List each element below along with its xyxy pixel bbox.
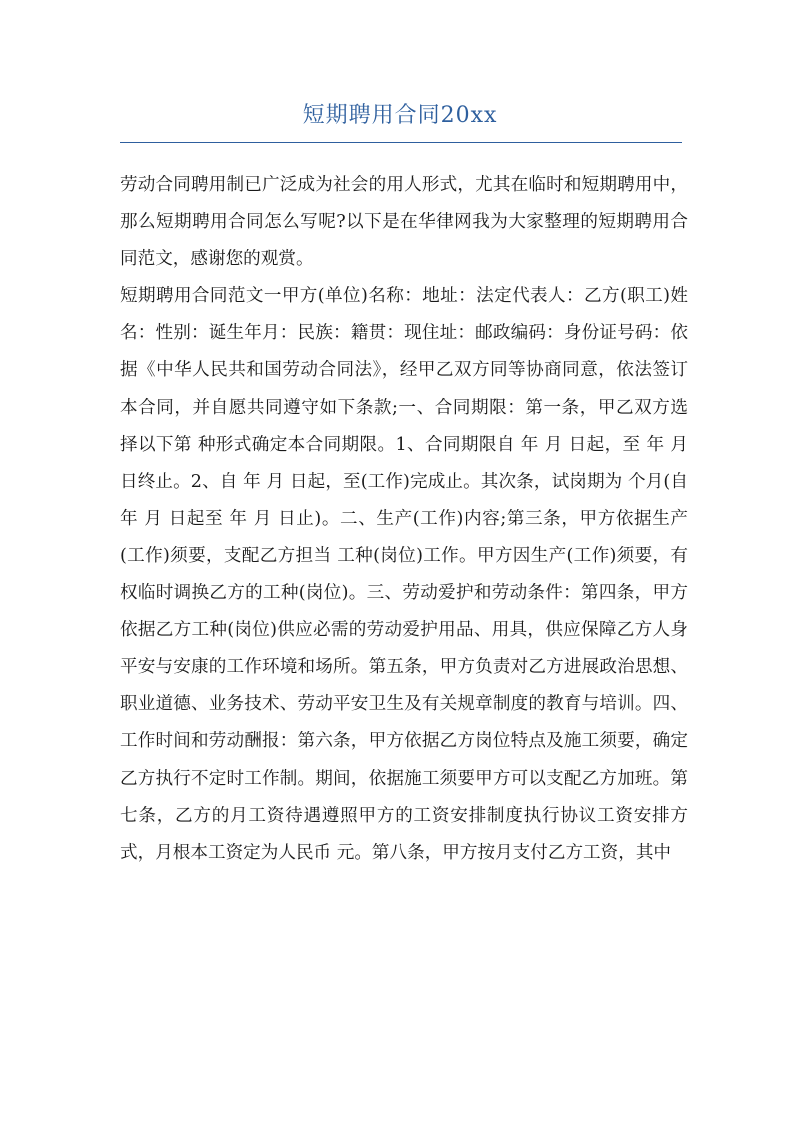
document-title: 短期聘用合同20xx xyxy=(302,103,498,128)
intro-paragraph: 劳动合同聘用制已广泛成为社会的用人形式，尤其在临时和短期聘用中，那么短期聘用合同怎么写呢?以下是在华律网我为大家整理的短期聘用合同范文，感谢您的观赏。 xyxy=(120,175,688,270)
document-body xyxy=(120,167,688,872)
title-divider xyxy=(120,142,682,143)
contract-paragraph: 短期聘用合同范文一甲方(单位)名称：地址：法定代表人：乙方(职工)姓名：性别：诞生年月：民族：籍贯：现住址：邮政编码：身份证号码：依据《中华人民共和国劳动合同法》，经甲乙双方同等协商同意，依法签订本合同，并自愿共同遵守如下条款;一、合同期限：第一条，甲乙双方选择以下第 种形式确定本合同期限。1、合同期限自 年 月 日起，至 年 月 日终止。2、自 年 月 日起，至(工作)完成止。其次条，试岗期为 个月(自 年 月 日起至 年 月 日止)。二、生产(工作)内容;第三条，甲方依据生产(工作)须要，支配乙方担当 工种(岗位)工作。甲方因生产(工作)须要，有权临时调换乙方的工种(岗位)。三、劳动爱护和劳动条件：第四条，甲方依据乙方工种(岗位)供应必需的劳动爱护用品、用具，供应保障乙方人身平安与安康的工作环境和场所。第五条，甲方负责对乙方进展政治思想、职业道德、业务技术、劳动平安卫生及有关规章制度的教育与培训。四、工作时间和劳动酬报：第六条，甲方依据乙方岗位特点及施工须要，确定乙方执行不定时工作制。期间，依据施工须要甲方可以支配乙方加班。第七条，乙方的月工资待遇遵照甲方的工资安排制度执行协议工资安排方式，月根本工资定为人民币 元。第八条，甲方按月支付乙方工资，其中 xyxy=(120,286,688,863)
